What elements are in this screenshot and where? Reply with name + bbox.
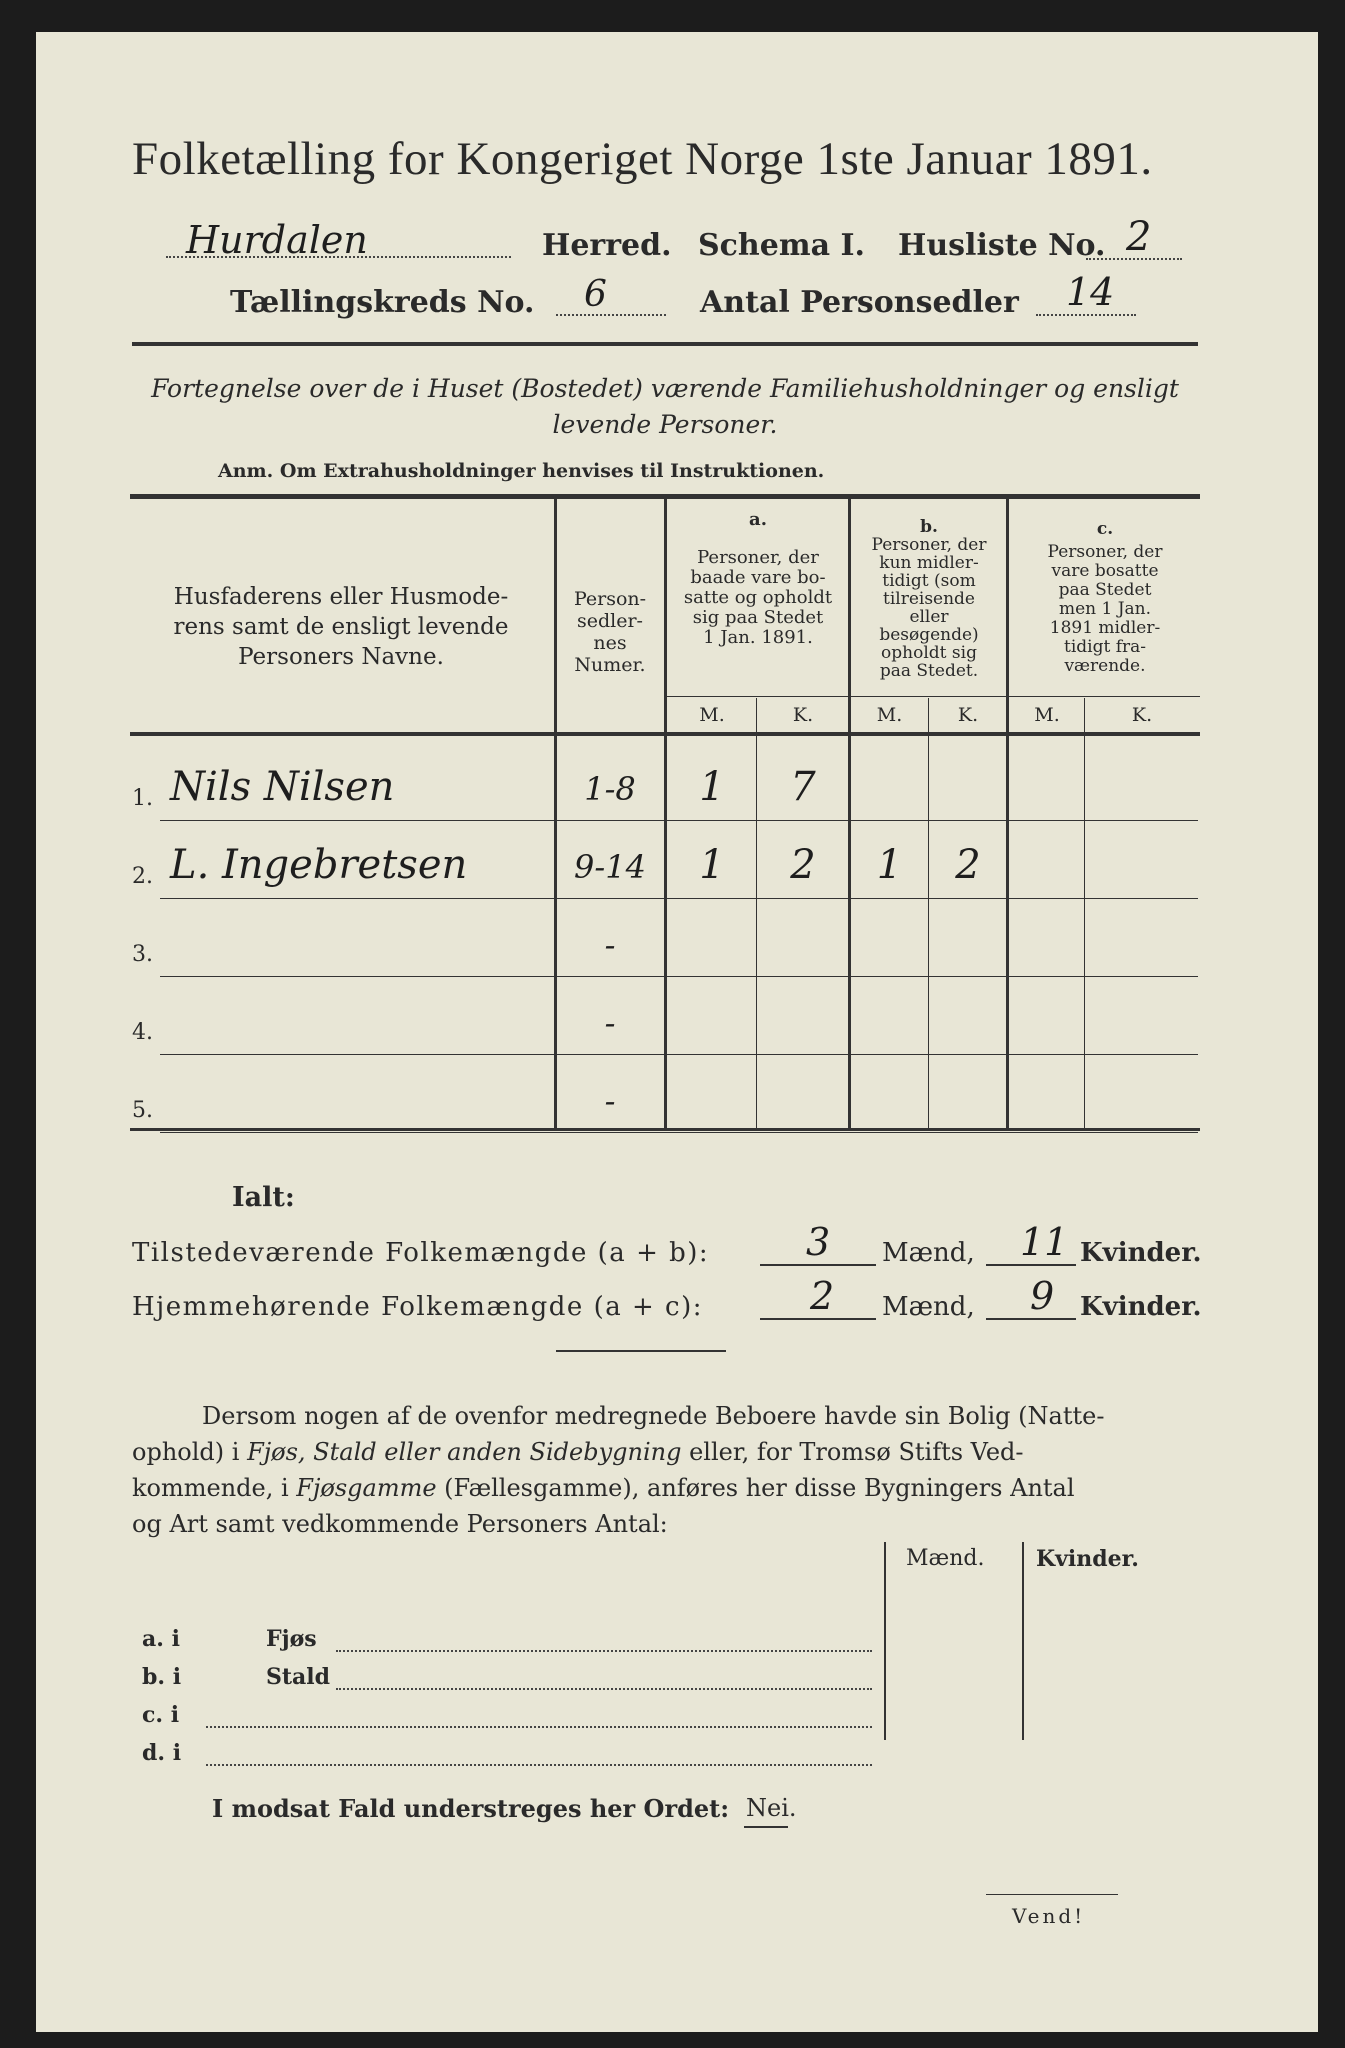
vline-num [664, 499, 667, 1129]
a-m-header: M. [699, 704, 725, 726]
nei-underline [744, 1826, 788, 1828]
mk-subheader-rule [666, 696, 1200, 697]
nei-word: Nei. [746, 1794, 797, 1822]
tilstede-kvinder-value: 11 [1020, 1220, 1069, 1264]
kreds-label: Tællingskreds No. [230, 285, 535, 320]
tilstede-maend-label: Mænd, [882, 1238, 975, 1268]
row-person-numbers: - [604, 926, 616, 964]
husliste-label: Husliste No. [898, 228, 1106, 263]
bolig-paragraph: Dersom nogen af de ovenfor medregnede Beboere havde sin Bolig (Natte- ophold) i Fjøs, Stald eller anden Sidebygning eller, for Tromsø Stifts Ved- kommende, i Fjøsgamme (Fællesgamme), anføres her disse Bygningers Antal og Art samt vedkommende Personers Antal: [132, 1402, 1105, 1538]
tilstede-label: Tilstedeværende Folkemængde (a + b): [132, 1238, 710, 1268]
header-name-col: Husfaderens eller Husmode- rens samt de ensligt levende Personers Navne. [173, 584, 509, 670]
row-number: 3. [132, 942, 153, 967]
vline-c-mk [1084, 698, 1085, 1128]
schema-label: Schema I. [698, 228, 865, 263]
census-form [36, 32, 1318, 2032]
intro-line-2: levende Personer. [552, 410, 778, 439]
bolig-row-letter: c. i [142, 1702, 180, 1728]
vline-b [1006, 499, 1009, 1129]
row-number: 5. [132, 1098, 153, 1123]
husliste-dotline [1086, 258, 1182, 260]
row-person-numbers: 1-8 [584, 770, 636, 808]
row-count-am: 1 [699, 842, 725, 888]
tilstede-kvinder-line [986, 1264, 1076, 1266]
header-rule [132, 342, 1198, 346]
c-m-header: M. [1034, 704, 1060, 726]
bolig-vline-2 [1022, 1542, 1024, 1740]
antal-label: Antal Personsedler [700, 285, 1019, 320]
row-rule [160, 820, 1198, 821]
row-count-ak: 2 [790, 842, 816, 888]
hjemme-kvinder-label: Kvinder. [1080, 1292, 1202, 1322]
herred-label: Herred. [542, 228, 672, 263]
herred-dotline [166, 256, 511, 258]
header-c-col: c. Personer, der vare bosatte paa Stedet men 1 Jan. 1891 midler- tidigt fra- værende. [1047, 519, 1163, 676]
husliste-value: 2 [1126, 214, 1152, 260]
bolig-vline-1 [884, 1542, 886, 1740]
herred-value: Hurdalen [186, 218, 368, 262]
bolig-row-letter: a. i [142, 1626, 180, 1652]
header-num-col: Person- sedler- nes Numer. [573, 588, 647, 676]
kreds-value: 6 [584, 274, 607, 315]
modsat-text: I modsat Fald understreges her Ordet: [212, 1794, 730, 1823]
bolig-row-label: Fjøs [266, 1626, 317, 1652]
ialt-label: Ialt: [232, 1182, 295, 1213]
bolig-row-letter: d. i [142, 1740, 182, 1766]
row-name: L. Ingebretsen [170, 842, 468, 888]
bolig-row-dotline [206, 1726, 872, 1728]
row-number: 1. [132, 786, 153, 811]
intro-line-1: Fortegnelse over de i Huset (Bostedet) værende Familiehusholdninger og ensligt [151, 374, 1179, 403]
hjemme-label: Hjemmehørende Folkemængde (a + c): [132, 1292, 703, 1322]
vline-name [554, 499, 557, 1129]
bolig-maend-header: Mænd. [906, 1546, 985, 1571]
a-k-header: K. [792, 704, 814, 726]
row-rule [160, 976, 1198, 977]
section-divider [556, 1350, 726, 1352]
row-count-bm: 1 [876, 842, 903, 888]
tilstede-maend-line [760, 1264, 876, 1266]
row-rule [160, 1054, 1198, 1055]
bolig-row-dotline [206, 1764, 872, 1766]
b-k-header: K. [957, 704, 979, 726]
bolig-kvinder-header: Kvinder. [1036, 1546, 1139, 1572]
row-number: 2. [132, 864, 153, 889]
row-rule [160, 898, 1198, 899]
antal-dotline [1036, 314, 1136, 316]
row-name: Nils Nilsen [170, 764, 395, 810]
vline-b-mk [928, 698, 929, 1128]
hjemme-maend-value: 2 [810, 1274, 835, 1318]
bolig-row-dotline [336, 1688, 872, 1690]
header-a-col: a. Personer, der baade vare bo- satte og opholdt sig paa Stedet 1 Jan. 1891. [683, 509, 833, 648]
row-rule [160, 1132, 1198, 1133]
row-count-am: 1 [699, 764, 725, 810]
form-title: Folketælling for Kongeriget Norge 1ste Januar 1891. [132, 133, 1153, 185]
vend-text: Vend! [1012, 1904, 1086, 1928]
bolig-row-letter: b. i [142, 1664, 182, 1690]
vline-a-mk [756, 698, 757, 1128]
bolig-row-label: Stald [266, 1664, 331, 1690]
kreds-dotline [556, 314, 666, 316]
row-number: 4. [132, 1020, 153, 1045]
tilstede-maend-value: 3 [806, 1220, 831, 1264]
vline-a [848, 499, 851, 1129]
row-person-numbers: - [604, 1082, 616, 1120]
hjemme-kvinder-value: 9 [1030, 1274, 1055, 1318]
row-person-numbers: - [604, 1004, 616, 1042]
antal-value: 14 [1066, 270, 1115, 314]
hjemme-maend-label: Mænd, [882, 1292, 975, 1322]
row-count-bk: 2 [955, 842, 981, 888]
tilstede-kvinder-label: Kvinder. [1080, 1238, 1202, 1268]
row-count-ak: 7 [790, 764, 816, 810]
c-k-header: K. [1131, 704, 1153, 726]
hjemme-maend-line [760, 1318, 876, 1320]
header-b-col: b. Personer, der kun midler- tidigt (som tilreisende eller besøgende) opholdt sig paa Stedet. [871, 517, 987, 681]
bolig-row-dotline [336, 1650, 872, 1652]
anm-note: Anm. Om Extrahusholdninger henvises til Instruktionen. [218, 460, 825, 482]
b-m-header: M. [876, 704, 903, 726]
hjemme-kvinder-line [986, 1318, 1076, 1320]
row-person-numbers: 9-14 [574, 848, 646, 886]
vend-rule [986, 1894, 1118, 1895]
